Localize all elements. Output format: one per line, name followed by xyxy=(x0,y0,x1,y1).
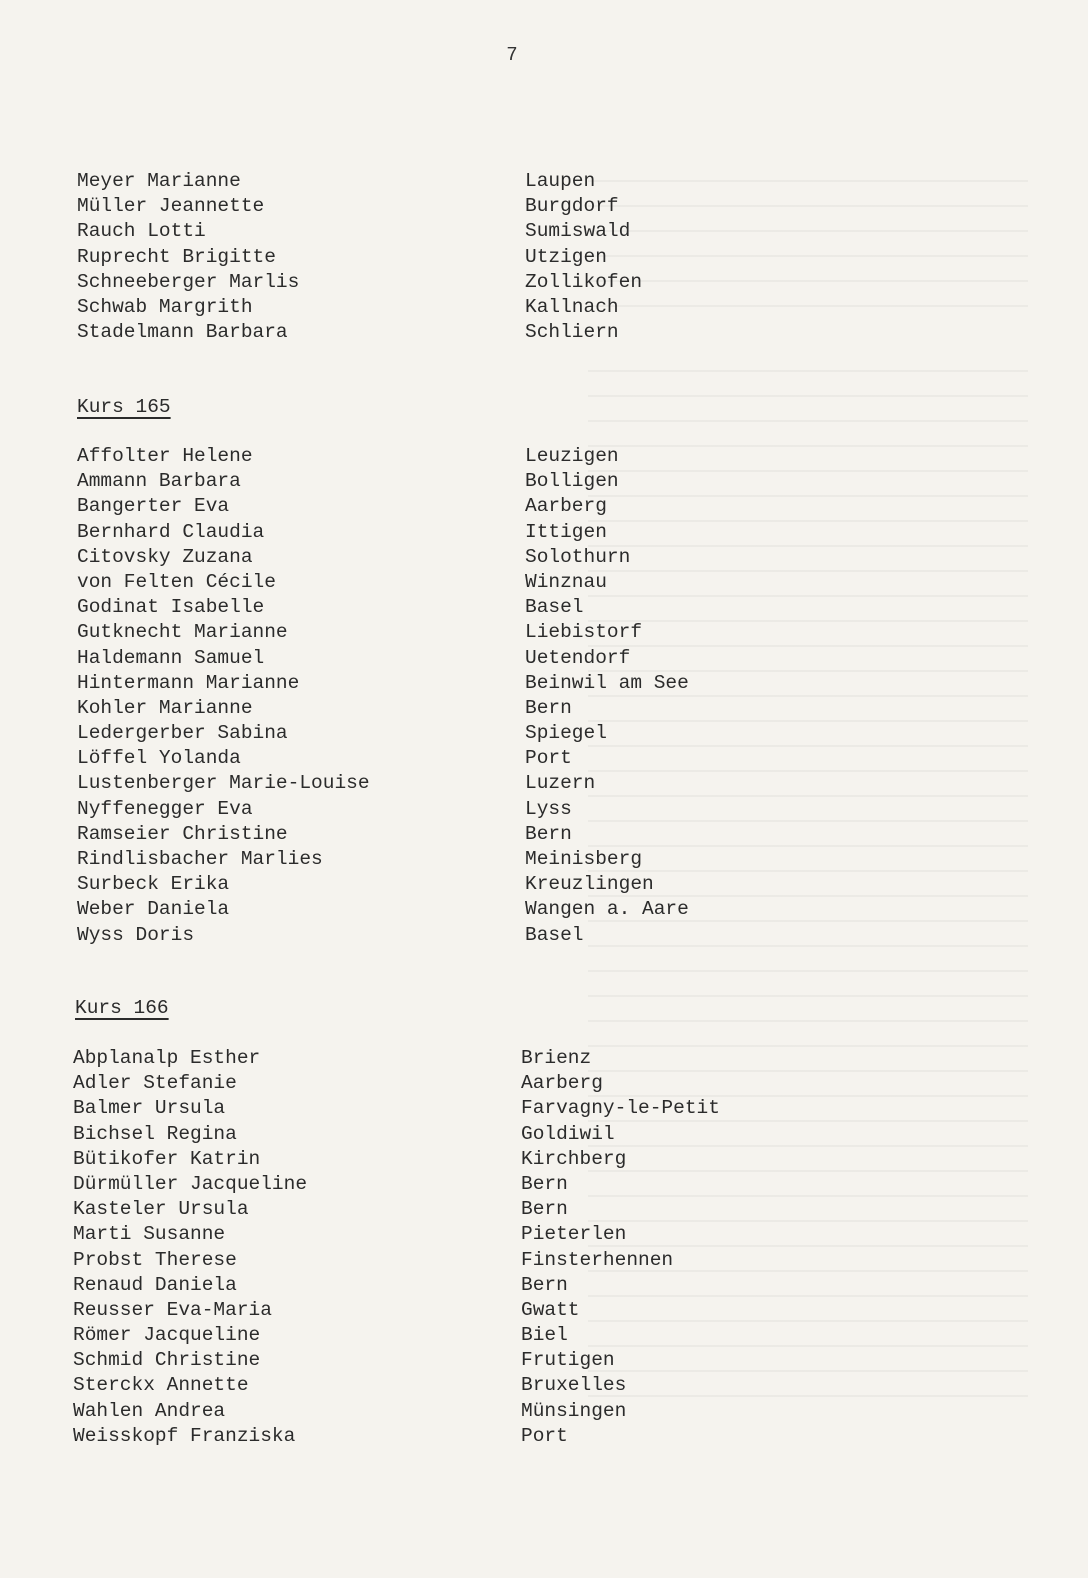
list-item xyxy=(77,822,837,847)
list-item xyxy=(77,721,837,746)
list-item xyxy=(77,746,837,771)
participant-name: Weber Daniela xyxy=(77,898,230,921)
list-item xyxy=(77,570,837,595)
section-heading-kurs-165: Kurs 165 xyxy=(77,396,171,418)
participant-place: Lyss xyxy=(525,797,572,820)
list-item xyxy=(77,270,837,295)
participant-name: Wyss Doris xyxy=(77,923,195,946)
participant-place: Port xyxy=(521,1424,568,1447)
list-item xyxy=(77,245,837,270)
list-item xyxy=(77,847,837,872)
list-item xyxy=(77,194,837,219)
participant-place: Bern xyxy=(525,822,572,845)
participant-name: Reusser Eva-Maria xyxy=(73,1298,272,1321)
participant-name: Bernhard Claudia xyxy=(77,520,265,543)
participant-place: Farvagny-le-Petit xyxy=(521,1097,720,1120)
participant-name: Nyffenegger Eva xyxy=(77,797,253,820)
list-item xyxy=(77,219,837,244)
participant-place: Bern xyxy=(521,1273,568,1296)
participant-name: Ruprecht Brigitte xyxy=(77,245,276,268)
list-item xyxy=(77,620,837,645)
participant-place: Bern xyxy=(521,1172,568,1195)
participant-place: Bern xyxy=(521,1198,568,1221)
participant-place: Sumiswald xyxy=(525,220,631,243)
participant-name: Bangerter Eva xyxy=(77,495,230,518)
list-item xyxy=(73,1046,833,1071)
participant-name: Citovsky Zuzana xyxy=(77,545,253,568)
participant-name: Rauch Lotti xyxy=(77,220,206,243)
list-item xyxy=(77,545,837,570)
list-item xyxy=(77,923,837,948)
list-item xyxy=(77,771,837,796)
list-item xyxy=(77,872,837,897)
list-item xyxy=(73,1147,833,1172)
participant-name: Rindlisbacher Marlies xyxy=(77,848,323,870)
participant-place: Wangen a. Aare xyxy=(525,898,689,921)
list-item xyxy=(77,595,837,620)
participant-place: Utzigen xyxy=(525,245,607,268)
list-item xyxy=(73,1071,833,1096)
participant-name: Haldemann Samuel xyxy=(77,646,265,669)
list-item xyxy=(77,469,837,494)
participant-name: Dürmüller Jacqueline xyxy=(73,1172,308,1195)
list-item xyxy=(77,671,837,696)
participant-name: Adler Stefanie xyxy=(73,1072,237,1095)
list-item xyxy=(73,1248,833,1273)
participant-name: Affolter Helene xyxy=(77,445,253,467)
list-item xyxy=(73,1096,833,1121)
participant-place: Solothurn xyxy=(525,545,631,568)
participant-name: von Felten Cécile xyxy=(77,570,276,593)
participant-place: Aarberg xyxy=(525,495,607,518)
participant-name: Römer Jacqueline xyxy=(73,1324,261,1347)
participant-place: Finsterhennen xyxy=(521,1248,674,1271)
participant-place: Biel xyxy=(521,1324,568,1347)
list-item xyxy=(77,646,837,671)
list-item xyxy=(77,320,837,345)
participant-place: Meinisberg xyxy=(525,848,643,870)
kurs-166-list xyxy=(73,1046,833,1449)
list-item xyxy=(73,1172,833,1197)
continuation-list xyxy=(77,169,837,345)
participant-place: Uetendorf xyxy=(525,646,631,669)
list-item xyxy=(73,1373,833,1398)
participant-name: Schmid Christine xyxy=(73,1349,261,1372)
participant-place: Bolligen xyxy=(525,470,619,493)
participant-place: Liebistorf xyxy=(525,621,643,644)
list-item xyxy=(77,494,837,519)
participant-name: Bichsel Regina xyxy=(73,1122,237,1145)
participant-name: Schneeberger Marlis xyxy=(77,270,300,293)
participant-place: Beinwil am See xyxy=(525,671,689,694)
kurs-165-list xyxy=(77,444,837,948)
participant-place: Bruxelles xyxy=(521,1374,627,1397)
participant-name: Lustenberger Marie-Louise xyxy=(77,772,370,795)
participant-place: Pieterlen xyxy=(521,1223,627,1246)
participant-name: Godinat Isabelle xyxy=(77,596,265,619)
participant-name: Renaud Daniela xyxy=(73,1273,237,1296)
participant-name: Bütikofer Katrin xyxy=(73,1147,261,1170)
participant-place: Kallnach xyxy=(525,295,619,318)
participant-place: Laupen xyxy=(525,170,596,192)
list-item xyxy=(73,1273,833,1298)
list-item xyxy=(73,1298,833,1323)
list-item xyxy=(77,520,837,545)
participant-name: Weisskopf Franziska xyxy=(73,1424,296,1447)
list-item xyxy=(77,169,837,194)
participant-place: Brienz xyxy=(521,1047,592,1069)
participant-name: Surbeck Erika xyxy=(77,873,230,896)
participant-place: Port xyxy=(525,747,572,770)
participant-name: Löffel Yolanda xyxy=(77,747,241,770)
list-item xyxy=(77,295,837,320)
participant-place: Spiegel xyxy=(525,722,607,745)
list-item xyxy=(77,797,837,822)
participant-place: Ittigen xyxy=(525,520,607,543)
participant-name: Müller Jeannette xyxy=(77,195,265,218)
participant-name: Schwab Margrith xyxy=(77,295,253,318)
participant-name: Kasteler Ursula xyxy=(73,1198,249,1221)
list-item xyxy=(73,1348,833,1373)
participant-name: Ammann Barbara xyxy=(77,470,241,493)
participant-place: Gwatt xyxy=(521,1298,580,1321)
participant-place: Kreuzlingen xyxy=(525,873,654,896)
participant-place: Winznau xyxy=(525,570,607,593)
list-item xyxy=(77,897,837,922)
participant-name: Sterckx Annette xyxy=(73,1374,249,1397)
participant-place: Bern xyxy=(525,696,572,719)
participant-place: Burgdorf xyxy=(525,195,619,218)
list-item xyxy=(73,1424,833,1449)
participant-name: Kohler Marianne xyxy=(77,696,253,719)
participant-name: Probst Therese xyxy=(73,1248,237,1271)
participant-place: Basel xyxy=(525,596,584,619)
page-number: 7 xyxy=(506,44,518,66)
list-item xyxy=(73,1399,833,1424)
participant-place: Luzern xyxy=(525,772,596,795)
participant-place: Basel xyxy=(525,923,584,946)
participant-place: Münsingen xyxy=(521,1399,627,1422)
section-heading-kurs-166: Kurs 166 xyxy=(75,997,169,1019)
participant-name: Abplanalp Esther xyxy=(73,1047,261,1069)
list-item xyxy=(73,1222,833,1247)
participant-name: Ramseier Christine xyxy=(77,822,288,845)
participant-place: Frutigen xyxy=(521,1349,615,1372)
participant-name: Marti Susanne xyxy=(73,1223,226,1246)
participant-name: Meyer Marianne xyxy=(77,170,241,192)
participant-place: Leuzigen xyxy=(525,445,619,467)
participant-place: Goldiwil xyxy=(521,1122,615,1145)
participant-place: Kirchberg xyxy=(521,1147,627,1170)
list-item xyxy=(77,696,837,721)
participant-name: Wahlen Andrea xyxy=(73,1399,226,1422)
participant-name: Balmer Ursula xyxy=(73,1097,226,1120)
participant-name: Stadelmann Barbara xyxy=(77,321,288,344)
list-item xyxy=(77,444,837,469)
participant-name: Gutknecht Marianne xyxy=(77,621,288,644)
participant-name: Ledergerber Sabina xyxy=(77,722,288,745)
participant-place: Schliern xyxy=(525,321,619,344)
participant-place: Zollikofen xyxy=(525,270,643,293)
participant-name: Hintermann Marianne xyxy=(77,671,300,694)
list-item xyxy=(73,1197,833,1222)
list-item xyxy=(73,1122,833,1147)
participant-place: Aarberg xyxy=(521,1072,603,1095)
list-item xyxy=(73,1323,833,1348)
